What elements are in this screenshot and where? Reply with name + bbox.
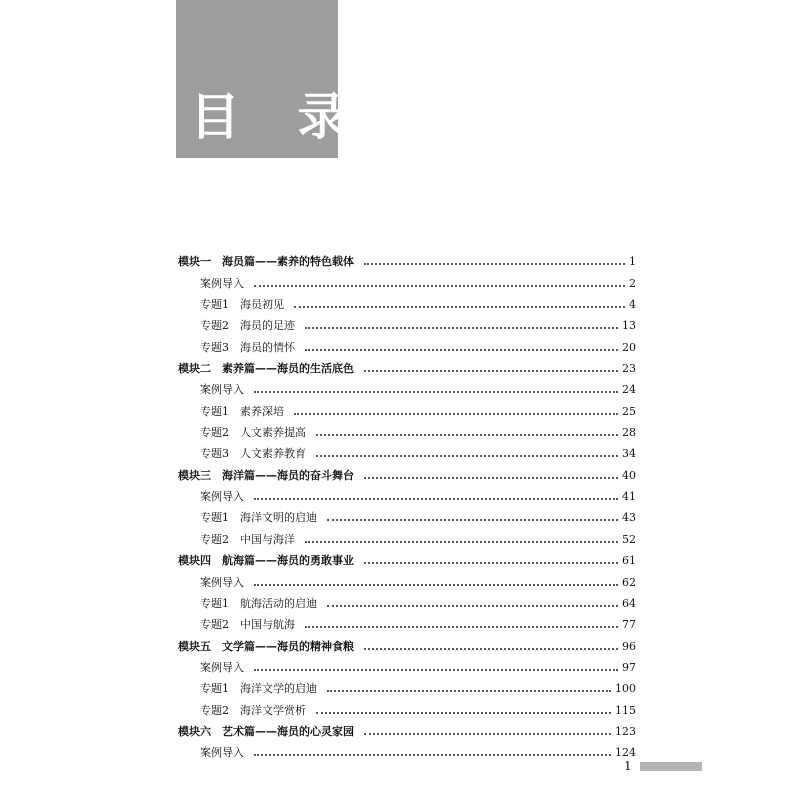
toc-sub-row[interactable] — [178, 525, 636, 546]
toc-page-number: 62 — [622, 575, 636, 589]
toc-sub-row[interactable] — [178, 419, 636, 440]
toc-sub-row[interactable] — [178, 333, 636, 354]
dot-leader — [305, 625, 618, 628]
dot-leader — [305, 348, 618, 351]
dot-leader — [327, 689, 611, 692]
toc-page-number: 4 — [629, 298, 636, 312]
toc-sub-row[interactable] — [178, 483, 636, 504]
footer-page-number: 1 — [624, 759, 632, 773]
toc-entry-label: 专题2 海洋文学赏析 — [200, 703, 306, 717]
toc-entry-label: 模块三 海洋篇——海员的奋斗舞台 — [178, 468, 354, 482]
toc-module-row[interactable] — [178, 461, 636, 482]
toc-sub-row[interactable] — [178, 675, 636, 696]
dot-leader — [364, 262, 625, 265]
toc-entry-label: 案例导入 — [200, 490, 244, 504]
dot-leader — [294, 305, 625, 308]
table-of-contents — [178, 248, 636, 760]
toc-page-number: 25 — [622, 404, 636, 418]
toc-page-number: 64 — [622, 596, 636, 610]
dot-leader — [316, 454, 618, 457]
dot-leader — [316, 433, 618, 436]
toc-entry-label: 专题3 人文素养教育 — [200, 447, 306, 461]
toc-entry-label: 专题2 人文素养提高 — [200, 426, 306, 440]
toc-entry-label: 专题3 海员的情怀 — [200, 340, 295, 354]
dot-leader — [327, 604, 618, 607]
toc-page-number: 2 — [629, 276, 636, 290]
toc-sub-row[interactable] — [178, 611, 636, 632]
toc-entry-label: 专题1 航海活动的启迪 — [200, 596, 317, 610]
dot-leader — [254, 583, 618, 586]
footer-bar — [640, 762, 702, 771]
toc-sub-row[interactable] — [178, 376, 636, 397]
dot-leader — [254, 497, 618, 500]
toc-sub-row[interactable] — [178, 397, 636, 418]
toc-entry-label: 专题2 海员的足迹 — [200, 319, 295, 333]
toc-module-row[interactable] — [178, 632, 636, 653]
toc-page-number: 20 — [622, 340, 636, 354]
toc-page-number: 41 — [622, 490, 636, 504]
dot-leader — [305, 326, 618, 329]
toc-page-number: 61 — [622, 554, 636, 568]
toc-module-row[interactable] — [178, 355, 636, 376]
toc-sub-row[interactable] — [178, 696, 636, 717]
toc-entry-label: 案例导入 — [200, 575, 244, 589]
toc-entry-label: 专题2 中国与海洋 — [200, 532, 295, 546]
dot-leader — [316, 711, 611, 714]
toc-entry-label: 专题1 海员初见 — [200, 298, 284, 312]
toc-page-number: 28 — [622, 426, 636, 440]
dot-leader — [254, 284, 625, 287]
page-title: 目 录 — [190, 88, 368, 146]
toc-sub-row[interactable] — [178, 739, 636, 760]
toc-page-number: 23 — [622, 362, 636, 376]
toc-page-number: 1 — [629, 255, 636, 269]
toc-module-row[interactable] — [178, 718, 636, 739]
toc-module-row[interactable] — [178, 547, 636, 568]
toc-entry-label: 案例导入 — [200, 383, 244, 397]
toc-sub-row[interactable] — [178, 654, 636, 675]
toc-page-number: 13 — [622, 319, 636, 333]
toc-sub-row[interactable] — [178, 568, 636, 589]
toc-page-number: 43 — [622, 511, 636, 525]
toc-page-number: 77 — [622, 618, 636, 632]
dot-leader — [364, 561, 618, 564]
toc-module-row[interactable] — [178, 248, 636, 269]
toc-entry-label: 案例导入 — [200, 660, 244, 674]
toc-page-number: 52 — [622, 532, 636, 546]
toc-page-number: 123 — [615, 724, 636, 738]
toc-page-number: 115 — [615, 703, 636, 717]
toc-entry-label: 案例导入 — [200, 746, 244, 760]
toc-sub-row[interactable] — [178, 504, 636, 525]
dot-leader — [254, 753, 611, 756]
toc-sub-row[interactable] — [178, 291, 636, 312]
toc-sub-row[interactable] — [178, 440, 636, 461]
dot-leader — [254, 390, 618, 393]
toc-entry-label: 专题2 中国与航海 — [200, 618, 295, 632]
toc-sub-row[interactable] — [178, 590, 636, 611]
dot-leader — [305, 540, 618, 543]
toc-entry-label: 专题1 海洋文明的启迪 — [200, 511, 317, 525]
toc-entry-label: 专题1 素养深培 — [200, 404, 284, 418]
toc-entry-label: 模块二 素养篇——海员的生活底色 — [178, 362, 354, 376]
dot-leader — [364, 732, 611, 735]
toc-page-number: 124 — [615, 746, 636, 760]
dot-leader — [254, 668, 618, 671]
toc-sub-row[interactable] — [178, 312, 636, 333]
dot-leader — [294, 412, 618, 415]
dot-leader — [364, 369, 618, 372]
toc-entry-label: 模块五 文学篇——海员的精神食粮 — [178, 639, 354, 653]
toc-page-number: 97 — [622, 660, 636, 674]
toc-page-number: 40 — [622, 468, 636, 482]
toc-page-number: 34 — [622, 447, 636, 461]
toc-entry-label: 模块四 航海篇——海员的勇敢事业 — [178, 554, 354, 568]
toc-sub-row[interactable] — [178, 269, 636, 290]
toc-entry-label: 专题1 海洋文学的启迪 — [200, 682, 317, 696]
dot-leader — [364, 647, 618, 650]
toc-entry-label: 案例导入 — [200, 276, 244, 290]
toc-page-number: 24 — [622, 383, 636, 397]
dot-leader — [327, 518, 618, 521]
toc-entry-label: 模块六 艺术篇——海员的心灵家园 — [178, 724, 354, 738]
toc-entry-label: 模块一 海员篇——素养的特色载体 — [178, 255, 354, 269]
toc-page-number: 96 — [622, 639, 636, 653]
toc-page-number: 100 — [615, 682, 636, 696]
dot-leader — [364, 476, 618, 479]
title-block — [176, 0, 368, 158]
